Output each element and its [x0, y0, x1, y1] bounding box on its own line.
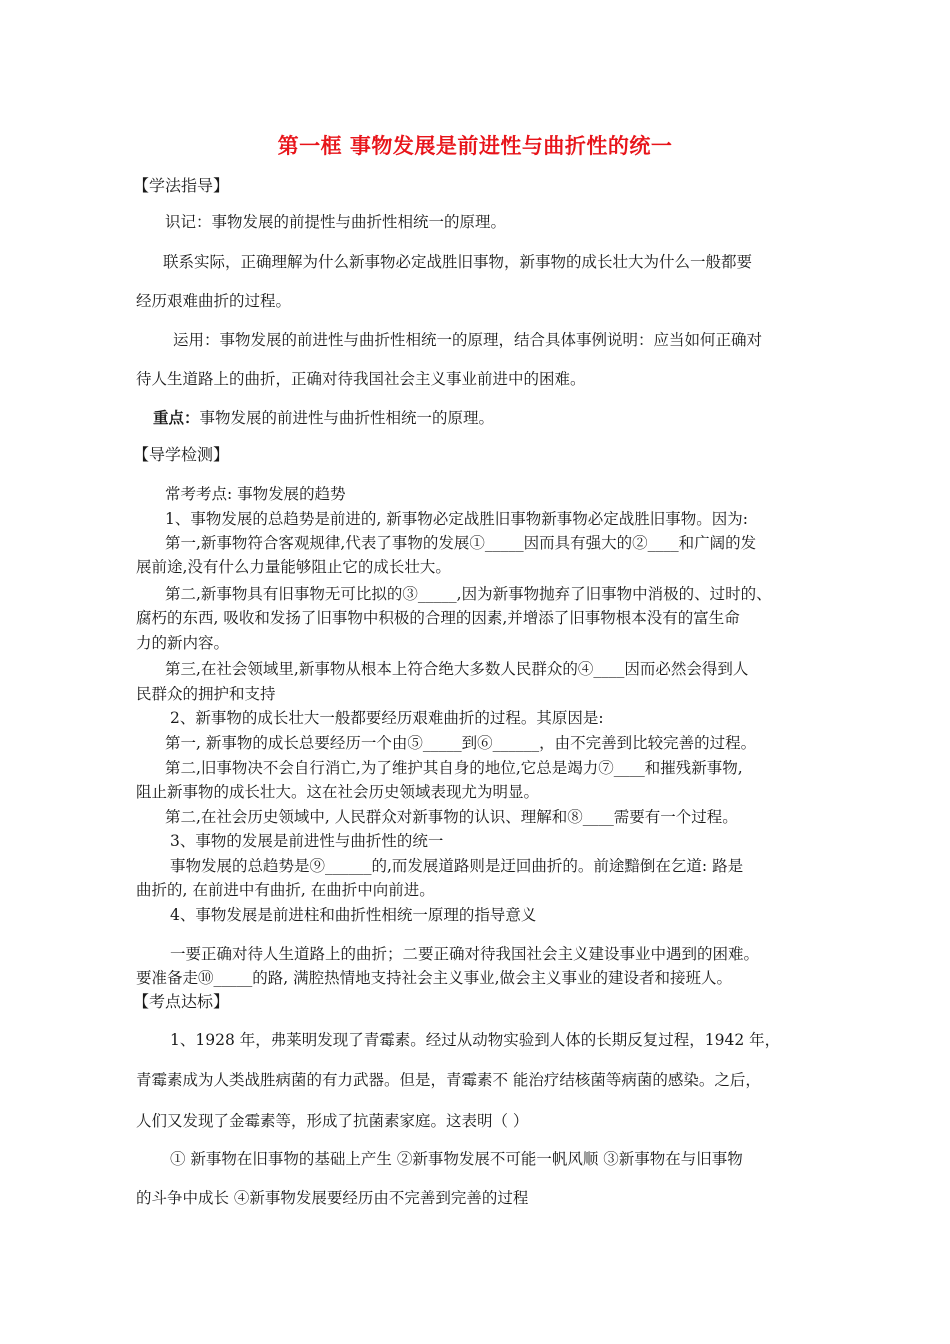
guide-line: 第三,在社会领域里,新事物从根本上符合绝大多数人民群众的④____因而必然会得到人: [165, 660, 749, 678]
guide-line: 第一, 新事物的成长总要经历一个由⑤_____到⑥______，由不完善到比较完善的过程。: [165, 734, 757, 752]
guide-line: 事物发展的总趋势是⑨______的,而发展道路则是迂回曲折的。前途黯倒在乞道: 路是: [170, 857, 744, 875]
guide-line: 展前途,没有什么力量能够阻止它的成长壮大。: [136, 558, 451, 576]
key-point-label: 重点：: [153, 409, 200, 427]
exam-option-line: ① 新事物在旧事物的基础上产生 ②新事物发展不可能一帆风顺 ③新事物在与旧事物: [170, 1150, 743, 1168]
guide-line: 要准备走⑩_____的路, 满腔热情地支持社会主义事业,做会主义事业的建设者和接班人。: [136, 969, 733, 987]
guide-line: 1、事物发展的总趋势是前进的, 新事物必定战胜旧事物新事物必定战胜旧事物。因为:: [165, 510, 748, 528]
exam-line: 人们又发现了金霉素等，形成了抗菌素家庭。这表明（ ）: [136, 1112, 529, 1130]
section-heading-study: 【学法指导】: [133, 176, 230, 195]
study-line: 经历艰难曲折的过程。: [136, 292, 292, 310]
guide-line: 阻止新事物的成长壮大。这在社会历史领域表现尤为明显。: [136, 783, 540, 801]
guide-line: 民群众的拥护和支持: [136, 685, 276, 703]
study-line: 运用：事物发展的前进性与曲折性相统一的原理，结合具体事例说明：应当如何正确对: [173, 331, 763, 349]
guide-line: 第一,新事物符合客观规律,代表了事物的发展①_____因而具有强大的②____和广阔的发: [165, 534, 757, 552]
page-title: 第一框 事物发展是前进性与曲折性的统一: [277, 134, 673, 158]
key-point: [153, 408, 494, 428]
exam-option-line: 的斗争中成长 ④新事物发展要经历由不完善到完善的过程: [136, 1189, 529, 1207]
guide-line: 曲折的, 在前进中有曲折, 在曲折中向前进。: [136, 881, 435, 899]
guide-line: 第二,旧事物决不会自行消亡,为了维护其自身的地位,它总是竭力⑦____和摧残新事物,: [165, 759, 743, 777]
study-line: 待人生道路上的曲折，正确对待我国社会主义事业前进中的困难。: [136, 370, 586, 388]
guide-line: 4、事物发展是前进柱和曲折性相统一原理的指导意义: [170, 906, 537, 924]
guide-line: 3、事物的发展是前进性与曲折性的统一: [170, 832, 444, 850]
guide-line: 腐朽的东西, 吸收和发扬了旧事物中积极的合理的因素,并增添了旧事物根本没有的富生命: [136, 609, 740, 627]
guide-line: 第二,新事物具有旧事物无可比拟的③_____,因为新事物抛弃了旧事物中消极的、过时的、: [165, 585, 772, 603]
key-point-text: 事物发展的前进性与曲折性相统一的原理。: [199, 409, 495, 427]
guide-line: 第二,在社会历史领域中, 人民群众对新事物的认识、理解和⑧____需要有一个过程。: [165, 808, 738, 826]
section-heading-guide: 【导学检测】: [133, 445, 230, 464]
study-line: 识记：事物发展的前提性与曲折性相统一的原理。: [165, 213, 507, 231]
exam-line: 青霉素成为人类战胜病菌的有力武器。但是，青霉素不 能治疗结核菌等病菌的感染。之后，: [136, 1071, 761, 1089]
guide-line: 常考考点: 事物发展的趋势: [165, 485, 346, 503]
guide-line: 2、新事物的成长壮大一般都要经历艰难曲折的过程。其原因是:: [170, 709, 604, 727]
study-line: 联系实际，正确理解为什么新事物必定战胜旧事物，新事物的成长壮大为什么一般都要: [163, 253, 753, 271]
guide-line: 一要正确对待人生道路上的曲折；二要正确对待我国社会主义建设事业中遇到的困难。: [170, 945, 760, 963]
section-heading-exam: 【考点达标】: [133, 992, 230, 1011]
exam-line: 1、1928 年，弗莱明发现了青霉素。经过从动物实验到人体的长期反复过程，1942 年，: [170, 1031, 781, 1049]
guide-line: 力的新内容。: [136, 634, 230, 652]
